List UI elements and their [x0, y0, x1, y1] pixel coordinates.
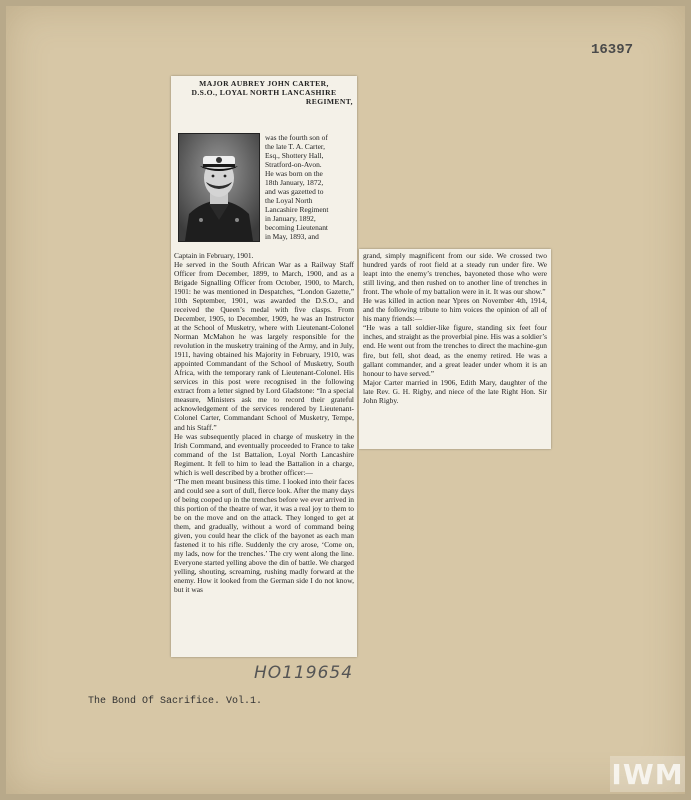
headline-line-2: D.S.O., LOYAL NORTH LANCASHIRE — [191, 88, 337, 98]
intro-block — [171, 107, 357, 253]
officer-portrait — [178, 133, 260, 242]
intro-line: Esq., Shottery Hall, — [265, 150, 324, 160]
card-number: 16397 — [590, 42, 633, 58]
clipping-main-body: Captain in February, 1901. He served in the South African War as a Railway Staff Officer from December, 1899, to March, 1900, and as a Brigade Signalling Officer from October, 1900, to March, 1901: he was mentioned in Despatches, “London Gazette,” 10th September, 1901, was awarded the D.S.O., and received the Queen’s medal with five clasps. From December, 1905, to December, 1909, he was an Instructor at the School of Musketry, where with Lieutenant-Colonel Norman McMahon he was largely responsible for the revolution in the musketry training of the Army, and in July, 1911, having obtained his Majority in February, 1910, was appointed Commandant of the School of Musketry, South Africa, with the temporary rank of Lieutenant-Colonel. His services in this post were recognised in the following extract from a letter signed by Lord Gladstone: “In a special measure, Ministers ask me to record their grateful acknowledgement of the services rendered by Lieutenant-Colonel Carter, Commandant School of Musketry, Tempe, and his Staff.” He was subsequently placed in charge of musketry in the Irish Command, and eventually proceeded to France to take command of the 1st Battalion, Loyal North Lancashire Regiment. It fell to him to lead the Battalion in a charge, which is well described by a brother officer:— “The men meant business this time. I looked into their faces and could see a sort of dull, fierce look. After the many days of being cooped up in the trenches before we ever arrived in this portion of the theatre of war, it was a real joy to them to be on the move and on the attack. They longed to get at them, and gradually, without a word of command being given, you could hear the click of the bayonet as each man fastened it to his rifle. Suddenly the cry arose, ‘Come on, my lads, now for the trenches.’ The cry went along the line. Everyone started yelling above the din of battle. We charged yelling, shouting, screaming, rushing madly forward at the enemy. How it looked from the German side I do not know, but it was — [174, 250, 354, 595]
newspaper-clipping-main — [171, 76, 357, 657]
intro-line: becoming Lieutenant — [265, 223, 328, 233]
intro-line: the Loyal North — [265, 195, 313, 205]
intro-line: Stratford-on-Avon. — [265, 159, 322, 169]
watermark-text: IWM — [611, 757, 684, 791]
headline-line-1: MAJOR AUBREY JOHN CARTER, — [199, 79, 329, 88]
intro-line: Lancashire Regiment — [265, 204, 329, 214]
officer-portrait-image — [179, 134, 259, 241]
newspaper-clipping-continuation — [359, 249, 551, 449]
headline-line-3: REGIMENT, — [305, 97, 353, 107]
clipping-continuation-body: grand, simply magnificent from our side. We crossed two hundred yards of root field at a steady run under fire. We leapt into the enemy’s trenches, bayoneted those who were still living, and then rushed on to another line of trenches in front. The whole of my battalion were in it. It was our show.” He was killed in action near Ypres on November 4th, 1914, and the following tribute to him voices the opinion of all of his many friends:— “He was a tall soldier-like figure, standing six feet four inches, and straight as the proverbial pine. His was a soldier’s end. He went out from the trenches to direct the machine-gun fire, but fell, shot dead, as the enemy retired. He was a gallant commander, and a great leader under whom it is an honour to have served.” Major Carter married in 1906, Edith Mary, daughter of the late Rev. G. H. Rigby, and niece of the late Right Hon. Sir John Rigby. — [363, 251, 547, 405]
intro-line: He was born on the — [265, 168, 323, 178]
intro-line: in January, 1892, — [265, 214, 316, 224]
intro-line: was the fourth son of — [265, 132, 328, 142]
iwm-watermark — [610, 756, 685, 792]
index-card — [6, 6, 685, 794]
handwritten-reference: HO119654 — [254, 663, 354, 683]
intro-line: and was gazetted to — [265, 186, 324, 196]
clipping-headline — [171, 76, 357, 107]
intro-line: in May, 1893, and — [265, 232, 319, 242]
intro-line: 18th January, 1872, — [265, 177, 324, 187]
source-label: The Bond Of Sacrifice. Vol.1. — [88, 696, 263, 707]
intro-text — [265, 133, 353, 242]
intro-line: the late T. A. Carter, — [265, 141, 325, 151]
